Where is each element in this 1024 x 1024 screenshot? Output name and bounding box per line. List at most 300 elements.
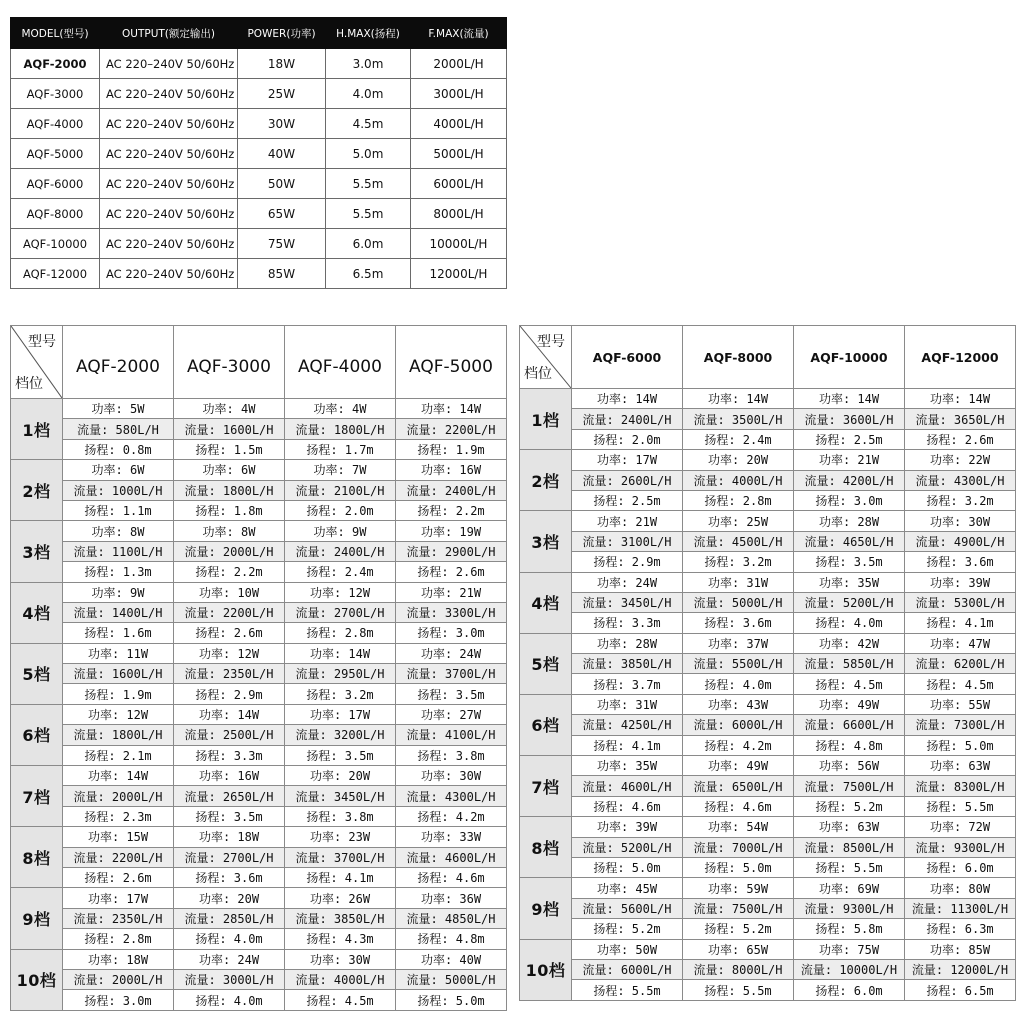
flow-row (520, 531, 1016, 551)
head-row (520, 735, 1016, 755)
flow-row (11, 725, 507, 745)
power-row (11, 582, 507, 602)
spec-cell-output: AC 220–240V 50/60Hz (100, 229, 238, 259)
head-cell: 扬程: 2.9m (572, 552, 683, 572)
power-cell: 功率: 16W (396, 460, 507, 480)
flow-cell: 流量: 2400L/H (285, 541, 396, 561)
flow-cell: 流量: 5200L/H (572, 837, 683, 857)
power-cell: 功率: 10W (174, 582, 285, 602)
head-cell: 扬程: 0.8m (63, 439, 174, 459)
level-label: 5档 (11, 643, 63, 704)
spec-cell-output: AC 220–240V 50/60Hz (100, 169, 238, 199)
head-row (11, 867, 507, 887)
power-cell: 功率: 17W (285, 704, 396, 724)
flow-row (520, 776, 1016, 796)
head-cell: 扬程: 5.5m (905, 796, 1016, 816)
power-cell: 功率: 24W (174, 949, 285, 969)
power-cell: 功率: 43W (683, 694, 794, 714)
power-row (520, 389, 1016, 409)
head-row (520, 980, 1016, 1000)
power-cell: 功率: 16W (174, 766, 285, 786)
power-cell: 功率: 69W (794, 878, 905, 898)
head-cell: 扬程: 3.0m (794, 490, 905, 510)
flow-cell: 流量: 1000L/H (63, 480, 174, 500)
power-cell: 功率: 18W (63, 949, 174, 969)
head-cell: 扬程: 4.2m (396, 806, 507, 826)
corner-label-level: 档位 (15, 376, 43, 392)
head-cell: 扬程: 3.0m (63, 990, 174, 1010)
power-row (11, 949, 507, 969)
flow-row (11, 969, 507, 989)
spec-cell-power: 18W (238, 49, 326, 79)
spec-cell-output: AC 220–240V 50/60Hz (100, 259, 238, 289)
gear-table-right-body (520, 389, 1016, 1001)
power-row (520, 511, 1016, 531)
flow-cell: 流量: 1800L/H (174, 480, 285, 500)
head-cell: 扬程: 3.3m (174, 745, 285, 765)
flow-row (11, 664, 507, 684)
head-cell: 扬程: 2.0m (285, 500, 396, 520)
flow-cell: 流量: 4900L/H (905, 531, 1016, 551)
gear-model-header: AQF-4000 (285, 326, 396, 399)
power-cell: 功率: 9W (285, 521, 396, 541)
head-cell: 扬程: 1.5m (174, 439, 285, 459)
level-label: 10档 (520, 939, 572, 1000)
power-cell: 功率: 80W (905, 878, 1016, 898)
power-cell: 功率: 37W (683, 633, 794, 653)
power-cell: 功率: 7W (285, 460, 396, 480)
flow-cell: 流量: 3450L/H (572, 592, 683, 612)
head-cell: 扬程: 3.2m (905, 490, 1016, 510)
flow-cell: 流量: 2900L/H (396, 541, 507, 561)
level-label: 4档 (520, 572, 572, 633)
head-cell: 扬程: 4.5m (905, 674, 1016, 694)
head-cell: 扬程: 4.0m (174, 929, 285, 949)
head-cell: 扬程: 4.1m (572, 735, 683, 755)
head-cell: 扬程: 4.2m (683, 735, 794, 755)
flow-cell: 流量: 9300L/H (905, 837, 1016, 857)
flow-cell: 流量: 3850L/H (285, 908, 396, 928)
power-row (520, 572, 1016, 592)
power-cell: 功率: 12W (174, 643, 285, 663)
power-cell: 功率: 36W (396, 888, 507, 908)
gear-header-row (11, 326, 507, 399)
power-cell: 功率: 45W (572, 878, 683, 898)
power-cell: 功率: 25W (683, 511, 794, 531)
flow-cell: 流量: 2100L/H (285, 480, 396, 500)
power-cell: 功率: 33W (396, 827, 507, 847)
head-row (520, 857, 1016, 877)
gear-model-header: AQF-12000 (905, 326, 1016, 389)
power-cell: 功率: 65W (683, 939, 794, 959)
spec-row (11, 229, 507, 259)
flow-cell: 流量: 2700L/H (285, 602, 396, 622)
power-cell: 功率: 63W (794, 817, 905, 837)
spec-cell-power: 40W (238, 139, 326, 169)
corner-header (11, 326, 63, 399)
flow-cell: 流量: 6600L/H (794, 715, 905, 735)
gear-table-right-header (520, 326, 1016, 389)
spec-cell-model: AQF-4000 (11, 109, 100, 139)
spec-cell-output: AC 220–240V 50/60Hz (100, 109, 238, 139)
flow-cell: 流量: 7000L/H (683, 837, 794, 857)
head-row (520, 919, 1016, 939)
flow-cell: 流量: 4500L/H (683, 531, 794, 551)
spec-cell-fmax: 10000L/H (411, 229, 507, 259)
flow-cell: 流量: 4200L/H (794, 470, 905, 490)
head-row (11, 623, 507, 643)
spec-row (11, 109, 507, 139)
flow-cell: 流量: 3700L/H (285, 847, 396, 867)
head-cell: 扬程: 1.3m (63, 562, 174, 582)
flow-cell: 流量: 7500L/H (683, 898, 794, 918)
head-cell: 扬程: 2.5m (794, 429, 905, 449)
head-cell: 扬程: 3.5m (794, 552, 905, 572)
power-cell: 功率: 56W (794, 756, 905, 776)
head-cell: 扬程: 4.0m (794, 613, 905, 633)
flow-cell: 流量: 2350L/H (63, 908, 174, 928)
flow-row (11, 786, 507, 806)
spec-cell-hmax: 5.5m (326, 199, 411, 229)
head-cell: 扬程: 6.0m (794, 980, 905, 1000)
power-row (11, 766, 507, 786)
gear-table-right (519, 325, 1016, 1001)
flow-cell: 流量: 2700L/H (174, 847, 285, 867)
power-cell: 功率: 6W (63, 460, 174, 480)
power-cell: 功率: 47W (905, 633, 1016, 653)
flow-cell: 流量: 4600L/H (396, 847, 507, 867)
spec-row (11, 169, 507, 199)
flow-cell: 流量: 8300L/H (905, 776, 1016, 796)
head-cell: 扬程: 3.5m (174, 806, 285, 826)
flow-cell: 流量: 3300L/H (396, 602, 507, 622)
power-cell: 功率: 23W (285, 827, 396, 847)
flow-cell: 流量: 5200L/H (794, 592, 905, 612)
head-cell: 扬程: 4.8m (794, 735, 905, 755)
power-cell: 功率: 14W (794, 389, 905, 409)
spec-table-body (11, 49, 507, 289)
spec-cell-power: 30W (238, 109, 326, 139)
flow-cell: 流量: 4600L/H (572, 776, 683, 796)
power-cell: 功率: 55W (905, 694, 1016, 714)
corner-header (520, 326, 572, 389)
flow-cell: 流量: 12000L/H (905, 959, 1016, 979)
spec-header-hmax: H.MAX(扬程) (326, 18, 411, 49)
head-cell: 扬程: 3.0m (396, 623, 507, 643)
flow-row (520, 592, 1016, 612)
power-cell: 功率: 4W (174, 399, 285, 419)
flow-cell: 流量: 3100L/H (572, 531, 683, 551)
level-label: 9档 (520, 878, 572, 939)
power-cell: 功率: 42W (794, 633, 905, 653)
head-cell: 扬程: 5.0m (572, 857, 683, 877)
head-cell: 扬程: 2.8m (683, 490, 794, 510)
power-cell: 功率: 20W (174, 888, 285, 908)
flow-cell: 流量: 8000L/H (683, 959, 794, 979)
spec-cell-fmax: 4000L/H (411, 109, 507, 139)
head-cell: 扬程: 5.2m (572, 919, 683, 939)
power-cell: 功率: 39W (572, 817, 683, 837)
flow-cell: 流量: 1600L/H (63, 664, 174, 684)
head-row (11, 929, 507, 949)
gear-table-left (10, 325, 507, 1011)
power-cell: 功率: 8W (174, 521, 285, 541)
flow-row (11, 847, 507, 867)
power-cell: 功率: 59W (683, 878, 794, 898)
power-cell: 功率: 14W (63, 766, 174, 786)
head-cell: 扬程: 4.1m (285, 867, 396, 887)
level-label: 5档 (520, 633, 572, 694)
head-cell: 扬程: 5.8m (794, 919, 905, 939)
power-cell: 功率: 49W (794, 694, 905, 714)
head-cell: 扬程: 3.2m (683, 552, 794, 572)
level-label: 3档 (11, 521, 63, 582)
spec-row (11, 139, 507, 169)
spec-header-row (11, 18, 507, 49)
level-label: 10档 (11, 949, 63, 1010)
head-cell: 扬程: 1.8m (174, 500, 285, 520)
flow-cell: 流量: 4300L/H (396, 786, 507, 806)
head-cell: 扬程: 3.3m (572, 613, 683, 633)
level-label: 8档 (520, 817, 572, 878)
head-cell: 扬程: 5.0m (905, 735, 1016, 755)
spec-cell-power: 25W (238, 79, 326, 109)
head-cell: 扬程: 6.5m (905, 980, 1016, 1000)
power-cell: 功率: 14W (174, 704, 285, 724)
power-cell: 功率: 21W (794, 450, 905, 470)
level-label: 7档 (520, 756, 572, 817)
head-cell: 扬程: 3.5m (285, 745, 396, 765)
power-row (520, 939, 1016, 959)
flow-row (11, 419, 507, 439)
gear-model-header: AQF-6000 (572, 326, 683, 389)
flow-cell: 流量: 6200L/H (905, 654, 1016, 674)
power-cell: 功率: 6W (174, 460, 285, 480)
flow-cell: 流量: 8500L/H (794, 837, 905, 857)
head-cell: 扬程: 4.5m (794, 674, 905, 694)
power-row (520, 633, 1016, 653)
power-row (11, 399, 507, 419)
head-cell: 扬程: 3.5m (396, 684, 507, 704)
spec-cell-output: AC 220–240V 50/60Hz (100, 199, 238, 229)
flow-cell: 流量: 7300L/H (905, 715, 1016, 735)
spec-header-power: POWER(功率) (238, 18, 326, 49)
flow-cell: 流量: 4250L/H (572, 715, 683, 735)
head-cell: 扬程: 2.6m (174, 623, 285, 643)
power-cell: 功率: 14W (683, 389, 794, 409)
spec-header-model: MODEL(型号) (11, 18, 100, 49)
head-row (11, 562, 507, 582)
flow-cell: 流量: 3700L/H (396, 664, 507, 684)
flow-cell: 流量: 5000L/H (683, 592, 794, 612)
power-cell: 功率: 50W (572, 939, 683, 959)
head-row (11, 684, 507, 704)
power-cell: 功率: 31W (683, 572, 794, 592)
head-cell: 扬程: 4.3m (285, 929, 396, 949)
head-row (520, 674, 1016, 694)
flow-cell: 流量: 2200L/H (63, 847, 174, 867)
head-cell: 扬程: 4.0m (174, 990, 285, 1010)
flow-cell: 流量: 2200L/H (396, 419, 507, 439)
power-row (520, 878, 1016, 898)
head-cell: 扬程: 2.3m (63, 806, 174, 826)
power-cell: 功率: 63W (905, 756, 1016, 776)
power-row (11, 460, 507, 480)
head-cell: 扬程: 1.9m (63, 684, 174, 704)
corner-label-level: 档位 (524, 366, 552, 382)
flow-row (520, 409, 1016, 429)
head-cell: 扬程: 3.8m (396, 745, 507, 765)
power-row (11, 827, 507, 847)
spec-cell-hmax: 6.0m (326, 229, 411, 259)
power-cell: 功率: 49W (683, 756, 794, 776)
spec-cell-fmax: 3000L/H (411, 79, 507, 109)
flow-cell: 流量: 6000L/H (683, 715, 794, 735)
flow-cell: 流量: 4000L/H (285, 969, 396, 989)
flow-cell: 流量: 3650L/H (905, 409, 1016, 429)
flow-cell: 流量: 5000L/H (396, 969, 507, 989)
head-cell: 扬程: 1.7m (285, 439, 396, 459)
head-row (520, 429, 1016, 449)
head-cell: 扬程: 1.9m (396, 439, 507, 459)
flow-cell: 流量: 2500L/H (174, 725, 285, 745)
flow-cell: 流量: 3450L/H (285, 786, 396, 806)
power-cell: 功率: 30W (905, 511, 1016, 531)
power-cell: 功率: 14W (572, 389, 683, 409)
power-cell: 功率: 26W (285, 888, 396, 908)
flow-cell: 流量: 11300L/H (905, 898, 1016, 918)
flow-cell: 流量: 2850L/H (174, 908, 285, 928)
head-cell: 扬程: 6.0m (905, 857, 1016, 877)
flow-cell: 流量: 3000L/H (174, 969, 285, 989)
flow-row (520, 470, 1016, 490)
power-cell: 功率: 18W (174, 827, 285, 847)
spec-cell-fmax: 5000L/H (411, 139, 507, 169)
gear-model-header: AQF-3000 (174, 326, 285, 399)
flow-cell: 流量: 5850L/H (794, 654, 905, 674)
flow-row (11, 480, 507, 500)
head-cell: 扬程: 5.5m (794, 857, 905, 877)
spec-cell-hmax: 6.5m (326, 259, 411, 289)
power-cell: 功率: 9W (63, 582, 174, 602)
power-cell: 功率: 8W (63, 521, 174, 541)
spec-cell-output: AC 220–240V 50/60Hz (100, 79, 238, 109)
head-row (520, 552, 1016, 572)
power-cell: 功率: 22W (905, 450, 1016, 470)
spec-cell-output: AC 220–240V 50/60Hz (100, 139, 238, 169)
flow-cell: 流量: 2650L/H (174, 786, 285, 806)
power-cell: 功率: 17W (572, 450, 683, 470)
power-cell: 功率: 12W (285, 582, 396, 602)
head-row (11, 806, 507, 826)
head-cell: 扬程: 3.6m (683, 613, 794, 633)
spec-header-output: OUTPUT(额定输出) (100, 18, 238, 49)
flow-row (11, 541, 507, 561)
corner-label-model: 型号 (537, 334, 565, 350)
level-label: 2档 (520, 450, 572, 511)
power-cell: 功率: 24W (572, 572, 683, 592)
flow-cell: 流量: 1100L/H (63, 541, 174, 561)
level-label: 2档 (11, 460, 63, 521)
power-cell: 功率: 4W (285, 399, 396, 419)
head-cell: 扬程: 2.4m (285, 562, 396, 582)
head-cell: 扬程: 2.6m (905, 429, 1016, 449)
head-cell: 扬程: 4.8m (396, 929, 507, 949)
corner-label-model: 型号 (28, 334, 56, 350)
head-cell: 扬程: 2.9m (174, 684, 285, 704)
power-cell: 功率: 30W (396, 766, 507, 786)
power-cell: 功率: 5W (63, 399, 174, 419)
power-cell: 功率: 35W (572, 756, 683, 776)
flow-row (520, 959, 1016, 979)
head-row (11, 990, 507, 1010)
head-cell: 扬程: 3.8m (285, 806, 396, 826)
head-cell: 扬程: 6.3m (905, 919, 1016, 939)
power-cell: 功率: 20W (285, 766, 396, 786)
spec-cell-power: 75W (238, 229, 326, 259)
head-row (520, 796, 1016, 816)
spec-row (11, 79, 507, 109)
head-cell: 扬程: 2.8m (63, 929, 174, 949)
head-cell: 扬程: 2.4m (683, 429, 794, 449)
spec-cell-hmax: 5.0m (326, 139, 411, 169)
power-cell: 功率: 85W (905, 939, 1016, 959)
power-cell: 功率: 21W (396, 582, 507, 602)
flow-cell: 流量: 6500L/H (683, 776, 794, 796)
flow-row (520, 654, 1016, 674)
spec-cell-fmax: 6000L/H (411, 169, 507, 199)
power-cell: 功率: 17W (63, 888, 174, 908)
spec-cell-model: AQF-10000 (11, 229, 100, 259)
head-cell: 扬程: 2.5m (572, 490, 683, 510)
gear-header-row (520, 326, 1016, 389)
power-cell: 功率: 15W (63, 827, 174, 847)
flow-cell: 流量: 1800L/H (63, 725, 174, 745)
head-row (520, 490, 1016, 510)
head-cell: 扬程: 2.8m (285, 623, 396, 643)
level-label: 7档 (11, 766, 63, 827)
head-row (11, 745, 507, 765)
spec-cell-model: AQF-8000 (11, 199, 100, 229)
head-cell: 扬程: 2.0m (572, 429, 683, 449)
spec-cell-model: AQF-3000 (11, 79, 100, 109)
head-cell: 扬程: 4.0m (683, 674, 794, 694)
flow-cell: 流量: 2200L/H (174, 602, 285, 622)
level-label: 1档 (520, 389, 572, 450)
flow-cell: 流量: 2950L/H (285, 664, 396, 684)
power-cell: 功率: 14W (905, 389, 1016, 409)
spec-cell-power: 85W (238, 259, 326, 289)
flow-cell: 流量: 4000L/H (683, 470, 794, 490)
power-cell: 功率: 39W (905, 572, 1016, 592)
power-cell: 功率: 20W (683, 450, 794, 470)
power-cell: 功率: 28W (572, 633, 683, 653)
head-cell: 扬程: 3.2m (285, 684, 396, 704)
spec-row (11, 199, 507, 229)
power-row (11, 521, 507, 541)
power-row (520, 450, 1016, 470)
flow-cell: 流量: 3200L/H (285, 725, 396, 745)
flow-cell: 流量: 9300L/H (794, 898, 905, 918)
flow-cell: 流量: 4300L/H (905, 470, 1016, 490)
head-cell: 扬程: 1.6m (63, 623, 174, 643)
flow-cell: 流量: 10000L/H (794, 959, 905, 979)
flow-cell: 流量: 2600L/H (572, 470, 683, 490)
head-cell: 扬程: 5.0m (396, 990, 507, 1010)
head-cell: 扬程: 4.5m (285, 990, 396, 1010)
power-row (11, 643, 507, 663)
flow-cell: 流量: 2000L/H (63, 786, 174, 806)
